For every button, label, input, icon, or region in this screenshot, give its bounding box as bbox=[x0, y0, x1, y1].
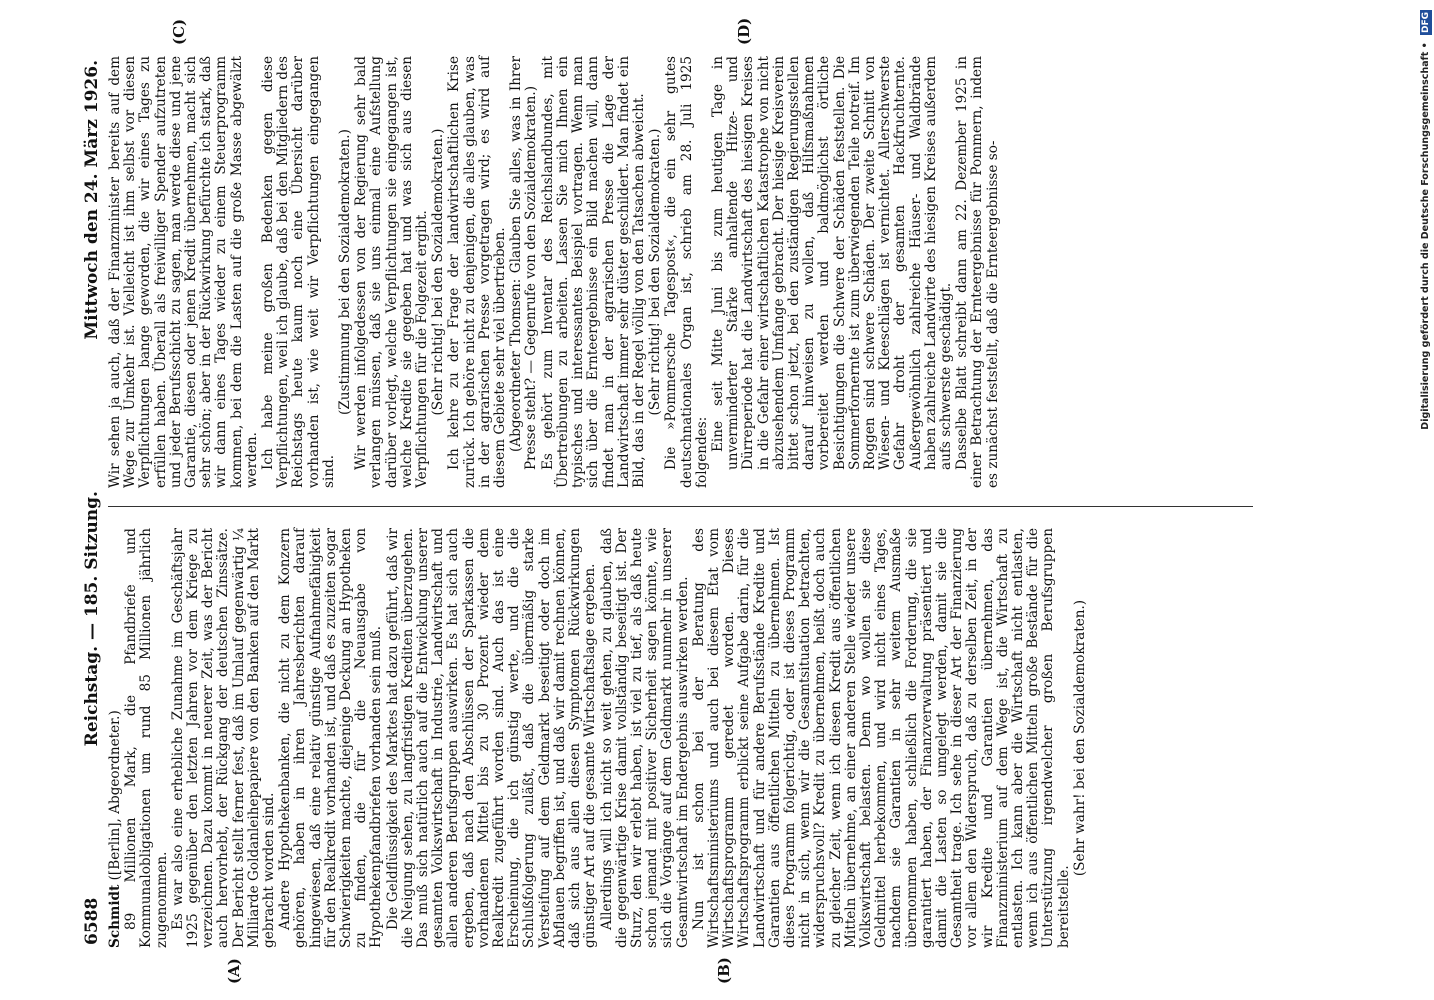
speaker-line: Schmidt ([Berlin], Abgeordneter.) bbox=[107, 710, 123, 948]
speaker-note: [Berlin], Abgeordneter.) bbox=[107, 710, 123, 876]
paragraph: 89 Millionen Mark, die Pfandbriefe und Kommunalobligationen um rund 85 Millionen jährlich zugenommen. bbox=[123, 528, 170, 948]
interjection: (Zustimmung bei den Sozialdemokraten.) bbox=[337, 129, 354, 415]
column-divider bbox=[108, 506, 1253, 507]
paragraph: Die Geldflüssigkeit des Marktes hat dazu geführt, daß wir die Neigung sehen, zu langfristigen Krediten überzugehen. Das muß sich natürlich auch auf die Entwicklung unserer gesamten Volkswirtschaft in Industrie, Landwirtschaft und allen anderen Berufsgruppen auswirken. Es hat sich auch ergeben, daß nach den Abschlüssen der Sparkassen die vorhandenen Mittel bis zu 30 Prozent wieder dem Realkredit zugeführt worden sind. Auch das ist eine Erscheinung, die ich günstig werte, und die die Schlußfolgerung zuläßt, daß die übermäßig starke Versteifung auf dem Geldmarkt beseitigt oder doch im Abflauen begriffen ist, und daß wir damit rechnen können, daß sich aus allen diesen Symptomen Rückwirkungen günstiger Art auf die gesamte Wirtschaftslage ergeben. bbox=[384, 528, 599, 948]
interjection: (Abgeordneter Thomsen: Glauben Sie alles, was in Ihrer Presse steht? — Gegenrufe von den Sozialdemokraten.) bbox=[508, 56, 540, 470]
paragraph: Dasselbe Blatt schreibt dann am 22. Dezember 1925 in einer Betrachtung der Ernteergebnisse für Pommern, indem es zunächst feststellt, daß die Ernteergebnisse so- bbox=[954, 56, 1001, 488]
right-column bbox=[108, 56, 1002, 488]
session-date: Mittwoch den 24. März 1926. bbox=[82, 60, 102, 340]
page-header bbox=[62, 60, 102, 945]
speaker-name: Schmidt bbox=[107, 884, 123, 948]
paragraph: Andere Hypothekenbanken, die nicht zu dem Konzern gehören, haben in ihren Jahresberichten darauf hingewiesen, daß eine relativ günstige Aufnahmefähigkeit für den Realkredit vorhanden ist, und daß es zuzeiten sogar Schwierigkeiten machte, diejenige Deckung an Hypotheken zu finden, die für die Neuausgabe von Hypothekenpfandbriefen vorhanden sein muß. bbox=[277, 528, 385, 948]
digitization-credit bbox=[1418, 10, 1434, 990]
session-title: Reichstag. — 185. Sitzung. bbox=[82, 491, 102, 747]
page-number: 6588 bbox=[82, 897, 102, 945]
margin-marker-a: (A) bbox=[225, 958, 243, 984]
paragraph: Wir werden infolgedessen von der Regierung sehr bald verlangen müssen, daß sie uns einmal eine Aufstellung darüber vorlegt, welche Verpflichtungen sie eingegangen ist, welche Kredite sie gegeben hat und was sich aus diesen Verpflichtungen für die Folgezeit ergibt. bbox=[353, 56, 431, 488]
margin-marker-b: (B) bbox=[715, 957, 733, 984]
left-column bbox=[108, 528, 1089, 948]
paragraph: Es war also eine erhebliche Zunahme im Geschäftsjahr 1925 gegenüber den letzten Jahren vor dem Kriege zu verzeichnen. Dazu kommt in neuerer Zeit, was der Bericht auch hervorhebt, der Rückgang der deutschen Zinssätze. Der Bericht stellt ferner fest, daß im Umlauf gegenwärtig ¼ Milliarde Goldanleihepapiere von den Banken auf den Markt gebracht worden sind. bbox=[169, 528, 278, 948]
paragraph: Ich kehre zu der Frage der landwirtschaftlichen Krise zurück. Ich gehöre nicht zu denjenigen, die alles glauben, was in der agrarischen Presse vorgetragen wird; es wird auf diesem Gebiete sehr viel übertrieben. bbox=[446, 56, 509, 488]
margin-marker-c: (C) bbox=[170, 18, 188, 45]
paragraph: Allerdings will ich nicht so weit gehen, zu glauben, daß die gegenwärtige Krise damit vollständig beseitigt ist. Der Sturz, den wir erlebt haben, ist viel zu tief, als daß heute schon jemand mit positiver Sicherheit sagen könnte, wie sich die Vorgänge auf dem Geldmarkt nunmehr in unserer Gesamtwirtschaft im Endergebnis auswirken werden. bbox=[598, 528, 691, 948]
interjection: (Sehr richtig! bei den Sozialdemokraten.) bbox=[430, 128, 447, 416]
margin-marker-d: (D) bbox=[735, 17, 753, 45]
block-quote: Eine seit Mitte Juni bis zum heutigen Tage in unverminderter Stärke anhaltende Hitze- und Dürreperiode hat die Landwirtschaft des hiesigen Kreises in die Gefahr einer wirtschaftlichen Katastrophe von nicht abzusehendem Umfange gebracht. Der hiesige Kreisverein bittet schon jetzt, bei den zuständigen Regierungsstellen darauf hinweisen zu wollen, daß Hilfsmaßnahmen vorbereitet werden und baldmöglichst örtliche Besichtigungen die Schwere der Schäden feststellen. Die Sommerfornernte ist zum überwiegenden Teile notreif. Im Roggen sind schwere Schäden. Der zweite Schnitt von Wiesen- und Kleeschlägen ist vernichtet. Allerschwerste Gefahr droht der gesamten Hackfruchternte. Außergewöhnlich zahlreiche Häuser- und Waldbrände haben zahlreiche Landwirte des hiesigen Kreises außerdem aufs schwerste geschädigt. bbox=[709, 56, 954, 470]
paragraph: Wir sehen ja auch, daß der Finanzminister bereits auf dem Wege zur Umkehr ist. Vielleicht ist ihm selbst vor diesen Verpflichtungen bange geworden, die wir eines Tages zu erfüllen haben. Überall als freiwilliger Spender aufzutreten und jeder Berufsschicht zu sagen, man werde diese und jene Garantie, diesen oder jenen Kredit übernehmen, macht sich sehr schön; aber in der Rückwirkung befürchte ich stark, daß wir dann eines Tages wieder zu einem Steuerprogramm kommen, bei dem die Lasten auf die große Masse abgewälzt werden. bbox=[107, 56, 260, 488]
interjection: (Sehr richtig! bei den Sozialdemokraten.) bbox=[647, 128, 664, 416]
paragraph: Ich habe meine großen Bedenken gegen diese Verpflichtungen, weil ich glaube, daß bei den Mitgliedern des Reichstags heute kaum noch eine Übersicht darüber vorhanden ist, wie weit wir Verpflichtungen eingegangen sind. bbox=[260, 56, 337, 488]
credit-text: Digitalisierung gefördert durch die Deutsche Forschungsgemeinschaft • bbox=[1420, 42, 1431, 430]
paragraph: Nun ist schon bei der Beratung des Wirtschaftsministeriums und auch bei diesem Etat vom Wirtschaftsprogramm geredet worden. Dieses Wirtschaftsprogramm erblickt seine Aufgabe darin, für die Landwirtschaft und für andere Berufsstände Kredite und Garantien aus öffentlichen Mitteln zu übernehmen. Ist dieses Programm folgerichtig, oder ist dieses Programm nicht in sich, wenn wir die Gesamtsituation betrachten, widerspruchsvoll? Kredit zu übernehmen, heißt doch auch zu gleicher Zeit, wenn ich diesen Kredit aus öffentlichen Mitteln übernehme, an einer anderen Stelle wieder unsere Volkswirtschaft belasten. Denn wo wollen sie diese Geldmittel herbekommen, und wird nicht eines Tages, nachdem sie Garantien in sehr weitem Ausmaße übernommen haben, schließlich die Forderung, die sie garantiert haben, der Finanzverwaltung präsentiert und damit die Lasten so umgelegt werden, damit sie die Gesamtheit trage. Ich sehe in dieser Art der Finanzierung vor allem den Widerspruch, daß zu derselben Zeit, in der wir Kredite und Garantien übernehmen, das Finanzministerium auf dem Wege ist, die Wirtschaft zu entlasten. Ich kann aber die Wirtschaft nicht entlasten, wenn ich aus öffentlichen Mitteln große Bestände für die Unterstützung irgendwelcher großen Berufsgruppen bereitstelle. bbox=[690, 528, 1072, 948]
paragraph: Es gehört zum Inventar des Reichslandbundes, mit Übertreibungen zu arbeiten. Lassen Sie mich Ihnen ein typisches und interessantes Beispiel vortragen. Wenn man sich über die Ernteergebnisse ein Bild machen will, dann findet man in der agrarischen Presse die Lage der Landwirtschaft immer sehr düster geschildert. Man findet ein Bild, das in der Regel völlig von den Tatsachen abweicht. bbox=[539, 56, 647, 488]
interjection: (Sehr wahr! bei den Sozialdemokraten.) bbox=[1071, 599, 1088, 877]
paragraph: Die »Pommersche Tagespost«, die ein sehr gutes deutschnationales Organ ist, schrieb am 28. Juli 1925 folgendes: bbox=[663, 56, 710, 488]
dfg-logo: DFG bbox=[1421, 12, 1431, 34]
